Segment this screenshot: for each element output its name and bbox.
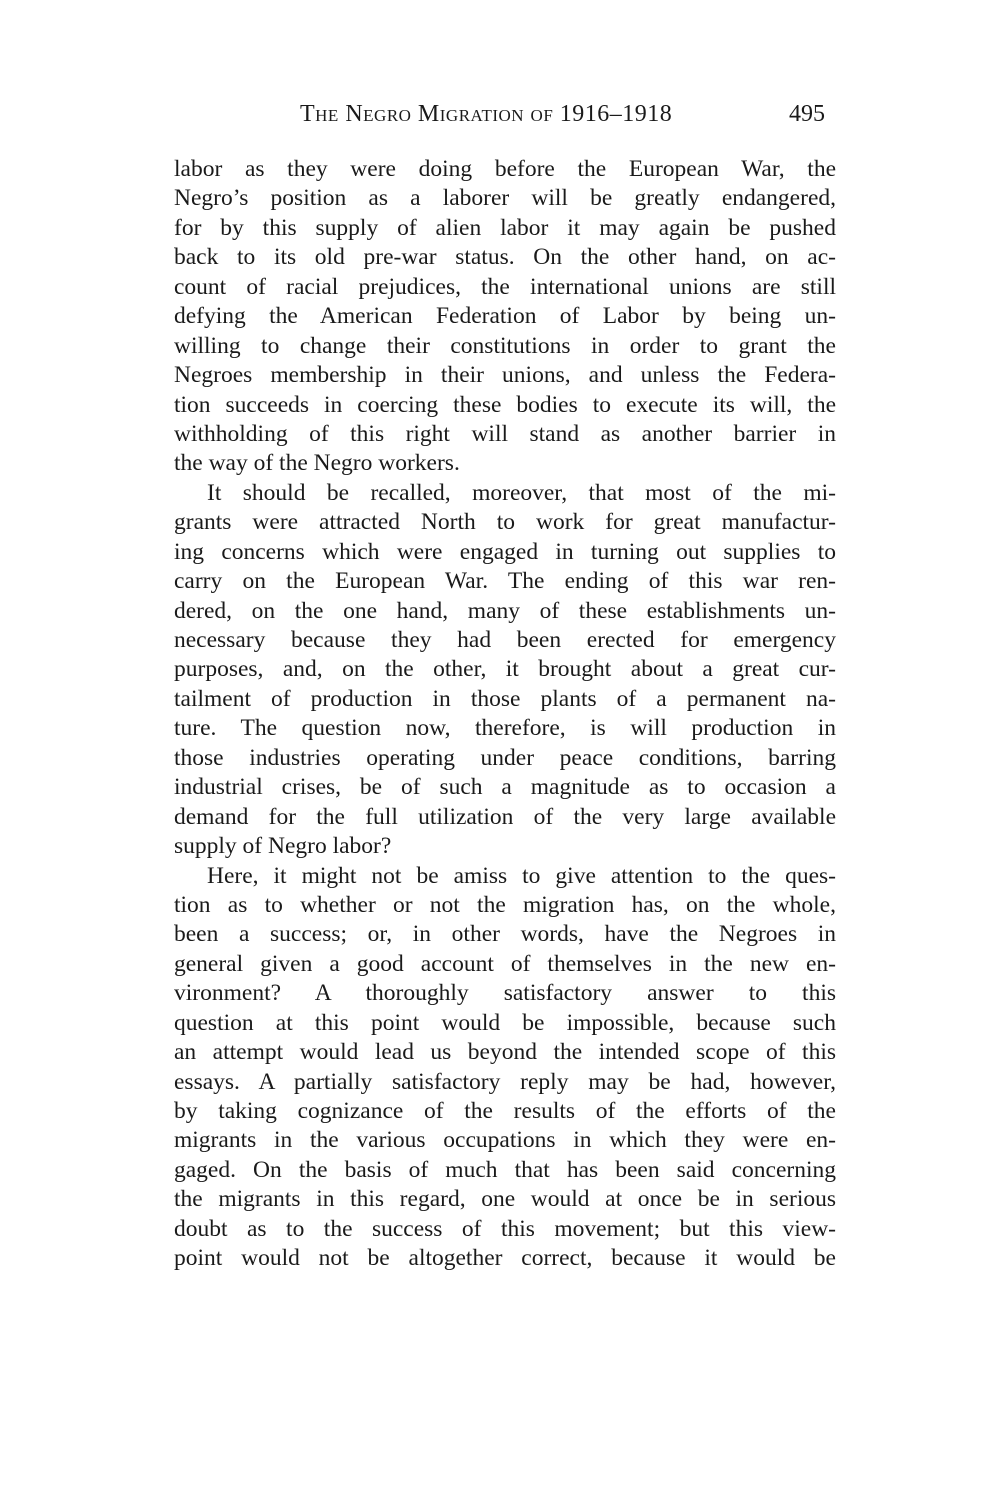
- paragraph: [174, 155, 836, 479]
- text-line: by taking cognizance of the results of the efforts of the: [174, 1098, 836, 1124]
- text-line: labor as they were doing before the European War, the: [174, 156, 836, 182]
- text-line: purposes, and, on the other, it brought about a great cur-: [174, 656, 836, 683]
- text-line: gaged. On the basis of much that has been said concerning: [174, 1156, 836, 1183]
- text-line: the way of the Negro workers.: [174, 450, 460, 477]
- text-line: migrants in the various occupations in which they were en-: [174, 1127, 836, 1154]
- text-line: count of racial prejudices, the international unions are still: [174, 273, 836, 300]
- text-line: vironment? A thoroughly satisfactory answer to this: [174, 980, 836, 1007]
- body-text: [174, 155, 836, 1274]
- text-line: industrial crises, be of such a magnitude as to occasion a: [174, 774, 836, 801]
- text-line: withholding of this right will stand as another barrier in: [174, 420, 836, 447]
- text-line: been a success; or, in other words, have the Negroes in: [174, 921, 836, 948]
- text-line: ing concerns which were engaged in turning out supplies to: [174, 538, 836, 565]
- text-line: tion succeeds in coercing these bodies to execute its will, the: [174, 391, 836, 418]
- text-line: question at this point would be impossible, because such: [174, 1009, 836, 1036]
- text-line: general given a good account of themselves in the new en-: [174, 950, 836, 977]
- paragraph: [174, 479, 836, 862]
- text-line: dered, on the one hand, many of these establishments un-: [174, 597, 836, 624]
- text-line: defying the American Federation of Labor by being un-: [174, 303, 836, 330]
- text-line: an attempt would lead us beyond the intended scope of this: [174, 1039, 836, 1066]
- text-line: for by this supply of alien labor it may again be pushed: [174, 214, 836, 241]
- text-line: carry on the European War. The ending of this war ren-: [174, 568, 836, 595]
- text-line: point would not be altogether correct, because it would be: [174, 1245, 836, 1272]
- text-line: grants were attracted North to work for great manufactur-: [174, 509, 836, 536]
- text-line: demand for the full utilization of the very large available: [174, 803, 836, 830]
- paragraph: [174, 862, 836, 1274]
- running-title: The Negro Migration of 1916–1918: [300, 101, 673, 127]
- page-number: 495: [789, 101, 825, 127]
- text-line: Here, it might not be amiss to give attention to the ques-: [207, 862, 836, 889]
- text-line: back to its old pre-war status. On the other hand, on ac-: [174, 244, 836, 271]
- text-line: the migrants in this regard, one would at once be in serious: [174, 1186, 836, 1213]
- text-line: tailment of production in those plants of a permanent na-: [174, 685, 836, 712]
- text-line: willing to change their constitutions in order to grant the: [174, 332, 836, 359]
- text-line: Negro’s position as a laborer will be greatly endangered,: [174, 185, 836, 212]
- text-line: essays. A partially satisfactory reply may be had, however,: [174, 1068, 836, 1095]
- text-line: It should be recalled, moreover, that most of the mi-: [207, 479, 836, 506]
- text-line: Negroes membership in their unions, and unless the Federa-: [174, 362, 836, 389]
- text-line: ture. The question now, therefore, is will production in: [174, 715, 836, 742]
- text-line: those industries operating under peace conditions, barring: [174, 744, 836, 771]
- text-line: doubt as to the success of this movement; but this view-: [174, 1215, 836, 1242]
- text-line: necessary because they had been erected for emergency: [174, 627, 836, 653]
- text-line: tion as to whether or not the migration has, on the whole,: [174, 891, 836, 918]
- text-line: supply of Negro labor?: [174, 833, 392, 860]
